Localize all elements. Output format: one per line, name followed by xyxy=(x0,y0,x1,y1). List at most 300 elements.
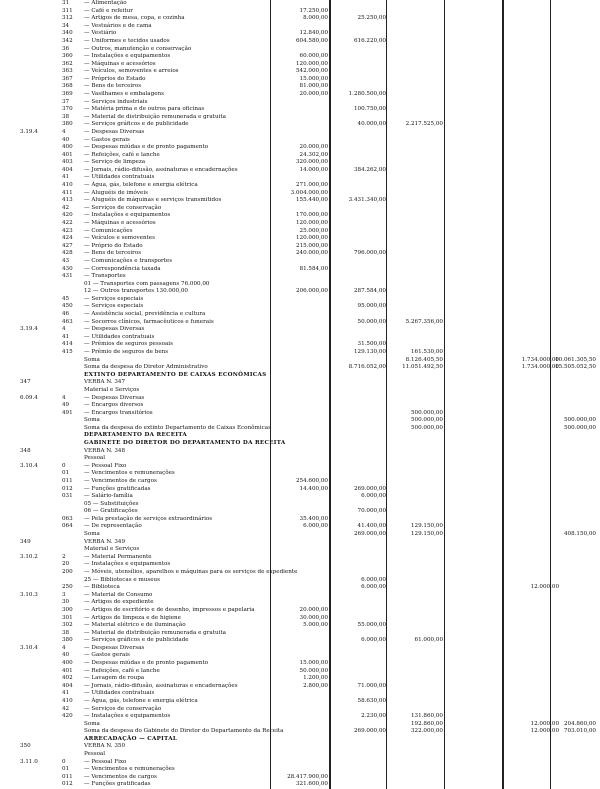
row-item-number: 300 xyxy=(62,606,73,613)
row-description: GABINETE DO DIRETOR DO DEPARTAMENTO DA RECEITA xyxy=(84,440,286,447)
row-amount-c3: 129.150,00 xyxy=(410,523,443,530)
row-description: — Instalações e equipamentos xyxy=(84,53,171,60)
row-description: — Instalações e equipamentos xyxy=(84,212,171,219)
row-item-number: 363 xyxy=(62,68,73,75)
row-amount-c3: 131.860,00 xyxy=(410,713,443,720)
ledger-row xyxy=(0,182,600,190)
row-description: — Máquinas e acessórios xyxy=(84,220,156,226)
row-description: Material e Serviços xyxy=(84,546,140,553)
row-item-number: 380 xyxy=(62,637,73,644)
row-amount-c1: 17.250,00 xyxy=(299,7,328,14)
row-description: — Artigos de expediente xyxy=(84,599,154,606)
row-amount-c1: 6.000,00 xyxy=(303,523,328,530)
row-description: — Artigos de escritório e de desenho, impressos e papelaria xyxy=(84,606,255,613)
row-amount-c2: 100.750,00 xyxy=(353,106,386,113)
row-item-number: 064 xyxy=(62,523,73,530)
row-item-number: 36 xyxy=(62,45,70,52)
row-description: 06 — Gratificações xyxy=(84,508,138,515)
ledger-row xyxy=(0,364,600,372)
row-description: VERBA N. 349 xyxy=(84,538,126,545)
row-description: 05 — Substituições xyxy=(84,500,139,507)
row-item-number: 450 xyxy=(62,303,73,310)
row-item-number: 4 xyxy=(62,128,66,135)
row-description: — Água, gás, telefone e energia elétrica xyxy=(84,182,198,189)
row-amount-c1: 155.440,00 xyxy=(295,197,328,204)
row-amount-c6: 703.010,00 xyxy=(563,728,596,735)
row-description: — Matéria prima e de outros para oficinas xyxy=(84,106,205,113)
row-item-number: 368 xyxy=(62,83,73,90)
row-item-number: 250 xyxy=(62,584,73,591)
row-description: EXTINTO DEPARTAMENTO DE CAIXAS ECONÔMICAS xyxy=(84,371,267,378)
row-description: Soma da despesa do extinto Departamento de Caixas Econômicas xyxy=(84,424,271,431)
row-amount-c3: 500.000,00 xyxy=(410,409,443,416)
ledger-row xyxy=(0,402,600,410)
row-amount-c2: 6.000,00 xyxy=(361,637,386,644)
row-description: — Jornais, rádio-difusão, assinaturas e encadernações xyxy=(84,166,238,173)
row-code: 347 xyxy=(20,379,31,386)
row-description: Soma da despesa do Gabinete do Diretor do Departamento da Receita xyxy=(84,728,284,735)
row-amount-c5: 12.000,00 xyxy=(530,584,559,591)
row-description: Soma xyxy=(84,531,100,538)
ledger-row xyxy=(0,417,600,425)
row-amount-c1: 321.600,00 xyxy=(295,781,328,788)
ledger-row xyxy=(0,212,600,220)
row-amount-c2: 50.000,00 xyxy=(357,318,386,325)
ledger-row xyxy=(0,319,600,327)
row-item-number: 4 xyxy=(62,326,66,333)
ledger-row xyxy=(0,652,600,660)
row-amount-c1: 14.400,00 xyxy=(299,485,328,492)
row-description: Pessoal xyxy=(84,455,106,462)
ledger-row xyxy=(0,137,600,145)
row-description: — Veículos e semoventes xyxy=(84,235,155,242)
row-description: — Utilidades contratuais xyxy=(84,690,155,697)
ledger-row xyxy=(0,243,600,251)
row-description: — Serviços industriais xyxy=(84,98,148,105)
row-item-number: 430 xyxy=(62,265,73,272)
row-item-number: 200 xyxy=(62,568,73,575)
row-amount-c3: 8.126.405,50 xyxy=(405,356,443,363)
row-description: — Correspondência taxada xyxy=(84,265,161,272)
row-description: — Uniformes e tecidos usados xyxy=(84,37,170,44)
row-description: — Alimentação xyxy=(84,0,127,6)
row-amount-c1: 120.000,00 xyxy=(295,235,328,242)
ledger-row xyxy=(0,561,600,569)
row-amount-c1: 30.000,00 xyxy=(299,614,328,621)
row-description: — Gastos gerais xyxy=(84,136,130,143)
ledger-row xyxy=(0,713,600,721)
row-description: — Despesas miúdas e de pronto pagamento xyxy=(84,144,209,151)
row-description: — Serviços de conservação xyxy=(84,204,162,211)
row-item-number: 41 xyxy=(62,690,70,697)
row-description: 01 — Transportes com passagens 76.000,00 xyxy=(84,280,210,287)
ledger-row xyxy=(0,372,600,380)
row-description: VERBA N. 348 xyxy=(84,447,126,454)
row-amount-c1: 50.000,00 xyxy=(299,667,328,674)
row-item-number: 414 xyxy=(62,341,73,348)
row-item-number: 063 xyxy=(62,515,73,522)
row-item-number: 410 xyxy=(62,697,73,704)
row-amount-c1: 14.000,00 xyxy=(299,166,328,173)
ledger-row xyxy=(0,121,600,129)
ledger-row xyxy=(0,645,600,653)
ledger-row xyxy=(0,470,600,478)
ledger-row xyxy=(0,311,600,319)
row-description: — Máquinas e acessórios xyxy=(84,60,156,67)
ledger-row xyxy=(0,508,600,516)
ledger-row xyxy=(0,721,600,729)
row-description: — Pela prestação de serviços extraordinários xyxy=(84,515,213,522)
row-description: — Refeições, café e lanche xyxy=(84,667,160,674)
row-item-number: 40 xyxy=(62,136,70,143)
row-description: — Despesas Diversas xyxy=(84,644,145,651)
ledger-row xyxy=(0,266,600,274)
row-description: — Serviços especiais xyxy=(84,295,144,302)
row-code: 349 xyxy=(20,538,31,545)
row-amount-c3: 61.000,00 xyxy=(414,637,443,644)
row-amount-c2: 269.000,00 xyxy=(353,531,386,538)
row-amount-c2: 55.000,00 xyxy=(357,622,386,629)
row-amount-c1: 24.302,00 xyxy=(299,151,328,158)
ledger-row xyxy=(0,728,600,736)
row-amount-c2: 1.280.500,00 xyxy=(348,91,386,98)
row-description: — Artigos de mesa, copa, e cozinha xyxy=(84,15,185,22)
row-amount-c1: 215.000,00 xyxy=(295,242,328,249)
row-description: Pessoal xyxy=(84,751,106,758)
row-amount-c1: 320.000,00 xyxy=(295,159,328,166)
ledger-row xyxy=(0,523,600,531)
row-description: — Comunicações xyxy=(84,227,133,234)
row-amount-c3: 2.217.525,00 xyxy=(405,121,443,128)
row-amount-c1: 60.000,00 xyxy=(299,53,328,60)
row-amount-c1: 254.600,00 xyxy=(295,477,328,484)
ledger-row xyxy=(0,410,600,418)
row-item-number: 011 xyxy=(62,773,73,780)
row-description: — Funções gratificadas xyxy=(84,781,151,788)
row-item-number: 415 xyxy=(62,348,73,355)
row-item-number: 402 xyxy=(62,675,73,682)
row-amount-c2: 269.000,00 xyxy=(353,728,386,735)
row-amount-c2: 384.262,00 xyxy=(353,166,386,173)
row-item-number: 423 xyxy=(62,227,73,234)
row-amount-c1: 20.000,00 xyxy=(299,144,328,151)
row-description: — Salário-família xyxy=(84,493,133,500)
row-item-number: 3 xyxy=(62,591,66,598)
row-item-number: 30 xyxy=(62,599,70,606)
row-item-number: 4 xyxy=(62,394,66,401)
row-amount-c2: 41.400,00 xyxy=(357,523,386,530)
row-code: 3.19.4 xyxy=(20,128,38,135)
row-description: Soma xyxy=(84,720,100,727)
row-amount-c3: 322.000,00 xyxy=(410,728,443,735)
row-description: — Material de distribuição remunerada e gratuita xyxy=(84,629,226,636)
ledger-row xyxy=(0,387,600,395)
row-item-number: 4 xyxy=(62,644,66,651)
row-amount-c2: 129.130,00 xyxy=(353,348,386,355)
row-item-number: 41 xyxy=(62,174,70,181)
row-description: DEPARTAMENTO DA RECEITA xyxy=(84,432,188,439)
row-amount-c3: 161.530,00 xyxy=(410,348,443,355)
ledger-row xyxy=(0,235,600,243)
row-item-number: 340 xyxy=(62,30,73,37)
ledger-row xyxy=(0,326,600,334)
row-amount-c1: 542.000,00 xyxy=(295,68,328,75)
row-item-number: 34 xyxy=(62,22,70,29)
row-code: 6.09.4 xyxy=(20,394,38,401)
ledger-row xyxy=(0,448,600,456)
ledger-row xyxy=(0,592,600,600)
row-description: — Socorros clínicos, farmacêuticos e funerais xyxy=(84,318,214,325)
row-amount-c1: 20.000,00 xyxy=(299,606,328,613)
row-description: — Bens de terceiros xyxy=(84,83,142,90)
row-description: — Serviços gráficos e de publicidade xyxy=(84,637,189,644)
row-code: 348 xyxy=(20,447,31,454)
ledger-row xyxy=(0,76,600,84)
ledger-row xyxy=(0,68,600,76)
row-item-number: 431 xyxy=(62,273,73,280)
row-description: — Próprio do Estado xyxy=(84,242,143,249)
row-item-number: 369 xyxy=(62,91,73,98)
ledger-row xyxy=(0,781,600,789)
row-item-number: 31 xyxy=(62,0,70,6)
row-description: — Comunicações e transportes xyxy=(84,257,173,264)
row-item-number: 301 xyxy=(62,614,73,621)
row-item-number: 42 xyxy=(62,204,70,211)
row-item-number: 370 xyxy=(62,106,73,113)
row-amount-c1: 2.800,00 xyxy=(303,682,328,689)
row-item-number: 360 xyxy=(62,53,73,60)
row-description: — Assistência social, previdência e cultura xyxy=(84,311,206,318)
row-amount-c3: 129.150,00 xyxy=(410,531,443,538)
ledger-row xyxy=(0,478,600,486)
row-item-number: 410 xyxy=(62,182,73,189)
row-amount-c2: 25.250,00 xyxy=(357,15,386,22)
row-amount-c5: 12.000,00 xyxy=(530,720,559,727)
row-item-number: 463 xyxy=(62,318,73,325)
row-item-number: 362 xyxy=(62,60,73,67)
ledger-row xyxy=(0,607,600,615)
row-amount-c2: 616.220,00 xyxy=(353,37,386,44)
ledger-row xyxy=(0,432,600,440)
ledger-row xyxy=(0,46,600,54)
row-amount-c2: 71.000,00 xyxy=(357,682,386,689)
ledger-row xyxy=(0,683,600,691)
row-description: — Serviço de limpeza xyxy=(84,159,146,166)
row-amount-c2: 95.000,00 xyxy=(357,303,386,310)
row-amount-c3: 500.000,00 xyxy=(410,417,443,424)
row-item-number: 37 xyxy=(62,98,70,105)
ledger-row xyxy=(0,281,600,289)
ledger-row xyxy=(0,349,600,357)
row-item-number: 342 xyxy=(62,37,73,44)
row-item-number: 01 xyxy=(62,766,70,773)
row-amount-c2: 2.230,00 xyxy=(361,713,386,720)
row-amount-c2: 287.584,00 xyxy=(353,288,386,295)
ledger-row xyxy=(0,341,600,349)
row-amount-c2: 58.630,00 xyxy=(357,697,386,704)
row-amount-c3: 192.860,00 xyxy=(410,720,443,727)
row-description: — Material de distribuição remunerada e gratuita xyxy=(84,113,226,120)
row-item-number: 312 xyxy=(62,15,73,22)
ledger-row xyxy=(0,15,600,23)
ledger-row xyxy=(0,584,600,592)
ledger-row xyxy=(0,751,600,759)
row-description: Soma xyxy=(84,356,100,363)
row-item-number: 424 xyxy=(62,235,73,242)
row-amount-c6: 408.150,00 xyxy=(563,531,596,538)
ledger-row xyxy=(0,288,600,296)
ledger-row xyxy=(0,144,600,152)
row-description: — Próprios do Estado xyxy=(84,75,146,82)
row-item-number: 42 xyxy=(62,705,70,712)
row-item-number: 2 xyxy=(62,553,66,560)
row-description: — Aluguéis de imóveis xyxy=(84,189,148,196)
row-amount-c1: 8.000,00 xyxy=(303,15,328,22)
row-description: Soma xyxy=(84,417,100,424)
row-item-number: 0 xyxy=(62,758,66,765)
row-description: — Material elétrico e de iluminação xyxy=(84,622,186,629)
row-item-number: 404 xyxy=(62,682,73,689)
row-item-number: 0 xyxy=(62,462,66,469)
row-item-number: 012 xyxy=(62,485,73,492)
row-description: — Móveis, utensílios, aparelhos e máquinas para os serviços de expediente xyxy=(84,568,298,575)
row-amount-c1: 12.840,00 xyxy=(299,30,328,37)
row-amount-c1: 81.584,00 xyxy=(299,265,328,272)
row-item-number: 401 xyxy=(62,151,73,158)
row-amount-c1: 35.400,00 xyxy=(299,515,328,522)
row-amount-c1: 604.580,00 xyxy=(295,37,328,44)
row-amount-c1: 170.000,00 xyxy=(295,212,328,219)
row-item-number: 367 xyxy=(62,75,73,82)
row-item-number: 404 xyxy=(62,166,73,173)
row-description: — Despesas Diversas xyxy=(84,394,145,401)
row-description: — Serviços especiais xyxy=(84,303,144,310)
row-description: — Água, gás, telefone e energia elétrica xyxy=(84,697,198,704)
ledger-row xyxy=(0,197,600,205)
ledger-row xyxy=(0,38,600,46)
ledger-row xyxy=(0,53,600,61)
ledger-row xyxy=(0,577,600,585)
row-amount-c5: 1.734.000,00 xyxy=(521,356,559,363)
ledger-row xyxy=(0,615,600,623)
ledger-row xyxy=(0,106,600,114)
ledger-row xyxy=(0,395,600,403)
ledger-row xyxy=(0,569,600,577)
row-item-number: 400 xyxy=(62,144,73,151)
row-item-number: 01 xyxy=(62,470,70,477)
row-amount-c1: 20.000,00 xyxy=(299,91,328,98)
row-description: — Gastos gerais xyxy=(84,652,130,659)
row-item-number: 491 xyxy=(62,409,73,416)
row-code: 350 xyxy=(20,743,31,750)
row-description: — Prêmio de seguros de bens xyxy=(84,348,169,355)
ledger-row xyxy=(0,273,600,281)
row-amount-c3: 500.000,00 xyxy=(410,424,443,431)
row-amount-c1: 120.000,00 xyxy=(295,220,328,226)
row-amount-c6: 500.000,00 xyxy=(563,417,596,424)
row-description: — Despesas Diversas xyxy=(84,128,145,135)
ledger-row xyxy=(0,152,600,160)
row-amount-c1: 240.000,00 xyxy=(295,250,328,257)
row-item-number: 380 xyxy=(62,121,73,128)
ledger-row xyxy=(0,30,600,38)
row-amount-c6: 500.000,00 xyxy=(563,424,596,431)
row-description: — Utilidades contratuais xyxy=(84,174,155,181)
row-code: 3.10.3 xyxy=(20,591,38,598)
ledger-row xyxy=(0,546,600,554)
row-description: — Material Permanente xyxy=(84,553,152,560)
row-amount-c1: 81.000,00 xyxy=(299,83,328,90)
row-description: — Aluguéis de máquinas e serviços transmitidos xyxy=(84,197,222,204)
ledger-row xyxy=(0,531,600,539)
row-description: 12 — Outros transportes 130.000,00 xyxy=(84,288,188,295)
row-amount-c3: 5.267.356,00 xyxy=(405,318,443,325)
ledger-row xyxy=(0,455,600,463)
row-description: — Vencimentos de cargos xyxy=(84,477,157,484)
row-description: — Jornais, rádio-difusão, assinaturas e encadernações xyxy=(84,682,238,689)
row-amount-c1: 15.000,00 xyxy=(299,660,328,667)
row-item-number: 427 xyxy=(62,242,73,249)
row-amount-c6: 15.505.052,50 xyxy=(555,364,596,371)
row-amount-c2: 8.716.052,00 xyxy=(348,364,386,371)
ledger-row xyxy=(0,668,600,676)
ledger-row xyxy=(0,539,600,547)
ledger-row xyxy=(0,622,600,630)
row-description: — Transportes xyxy=(84,273,126,280)
row-description: VERBA N. 350 xyxy=(84,743,126,750)
row-description: — Artigos de limpeza e de higiene xyxy=(84,614,181,621)
ledger-row xyxy=(0,91,600,99)
ledger-row xyxy=(0,167,600,175)
row-item-number: 38 xyxy=(62,113,70,120)
ledger-row xyxy=(0,425,600,433)
ledger-row xyxy=(0,159,600,167)
row-description: — Instalações e equipamentos xyxy=(84,713,171,720)
row-item-number: 031 xyxy=(62,493,73,500)
ledger-row xyxy=(0,379,600,387)
row-description: — Pessoal Fixo xyxy=(84,462,127,469)
ledger-row xyxy=(0,706,600,714)
row-amount-c1: 206.000,00 xyxy=(295,288,328,295)
row-amount-c5: 12.000,00 xyxy=(530,728,559,735)
row-description: — Despesas miúdas e de pronto pagamento xyxy=(84,660,209,667)
ledger-row xyxy=(0,736,600,744)
row-description: — Utilidades contratuais xyxy=(84,333,155,340)
row-amount-c6: 204.860,00 xyxy=(563,720,596,727)
row-description: — Encargos diversos xyxy=(84,402,144,409)
row-amount-c2: 796.000,00 xyxy=(353,250,386,257)
row-description: — Lavagem de roupa xyxy=(84,675,145,682)
ledger-row xyxy=(0,766,600,774)
ledger-row xyxy=(0,129,600,137)
row-description: — Serviços gráficos e de publicidade xyxy=(84,121,189,128)
row-description: — Material de Consumo xyxy=(84,591,153,598)
row-description: — Instalações e equipamentos xyxy=(84,561,171,568)
row-code: 3.19.4 xyxy=(20,326,38,333)
row-description: — Veículos, semoventes e arreios xyxy=(84,68,179,75)
row-item-number: 40 xyxy=(62,652,70,659)
ledger-row xyxy=(0,690,600,698)
row-item-number: 403 xyxy=(62,159,73,166)
row-description: — Despesas Diversas xyxy=(84,326,145,333)
row-item-number: 49 xyxy=(62,402,70,409)
row-item-number: 41 xyxy=(62,333,70,340)
row-description: — Biblioteca xyxy=(84,584,120,591)
row-amount-c6: 10.061.305,50 xyxy=(555,356,596,363)
row-item-number: 311 xyxy=(62,7,73,14)
row-item-number: 012 xyxy=(62,781,73,788)
row-item-number: 20 xyxy=(62,561,70,568)
